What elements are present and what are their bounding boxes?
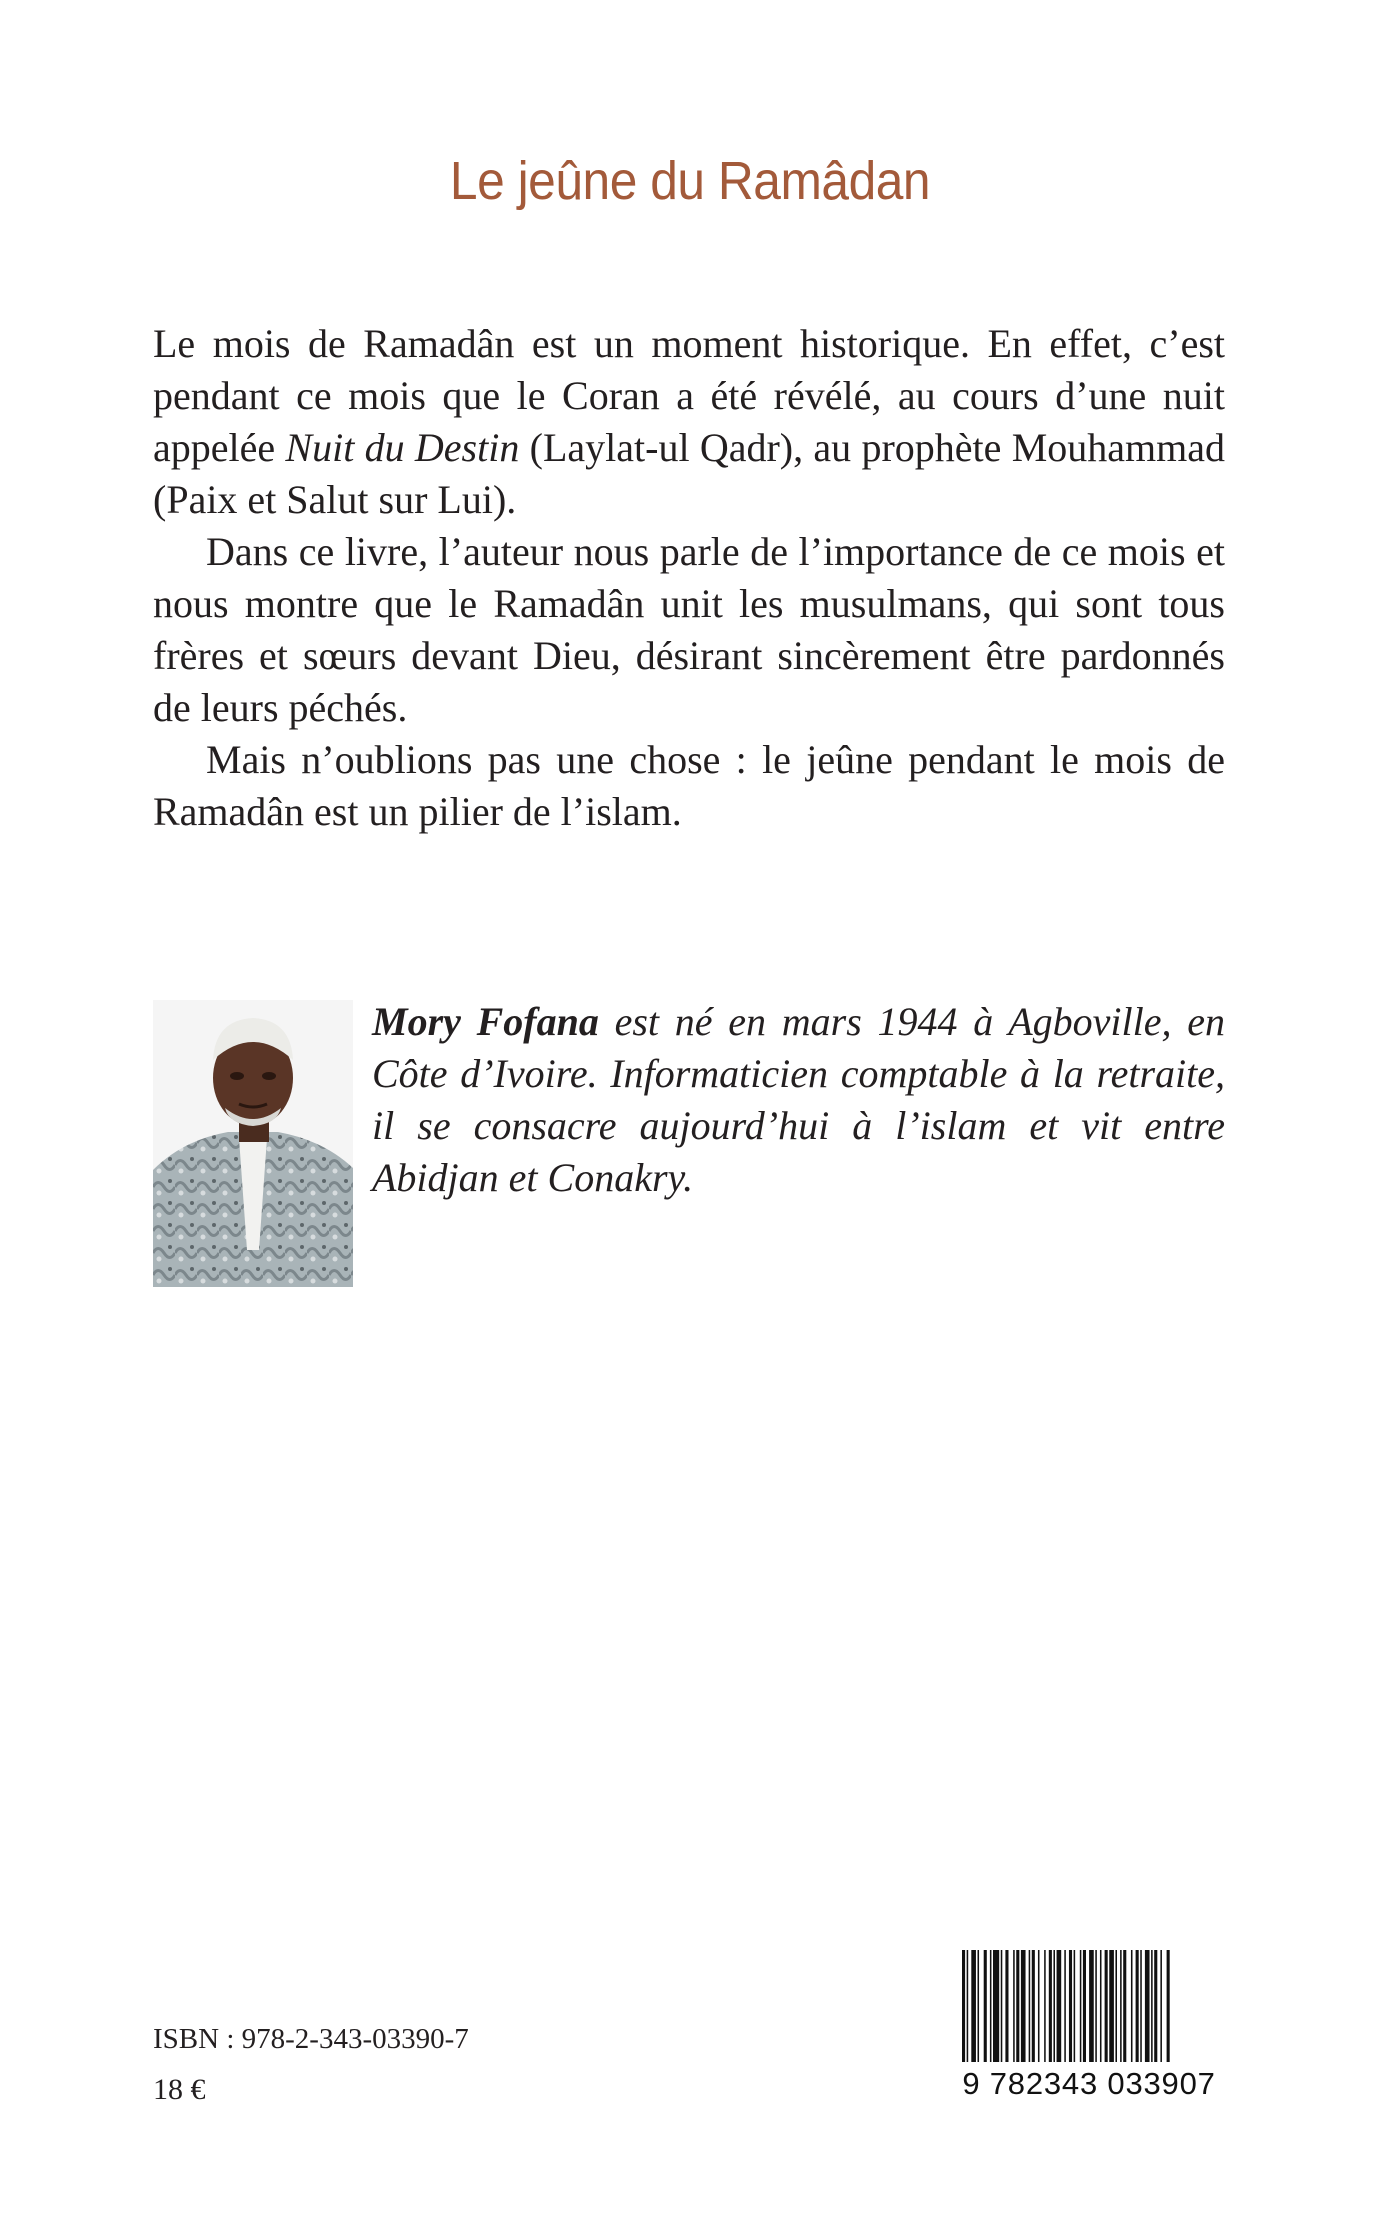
barcode-bar (1154, 1950, 1157, 2062)
barcode-bar (1038, 1950, 1040, 2062)
barcode-bar (1131, 1950, 1133, 2062)
barcode-bar (1167, 1950, 1170, 2062)
barcode-bar (1057, 1950, 1062, 2062)
blurb-paragraph-3: Mais n’oublions pas une chose : le jeûne pendant le mois de Ramadân est un pilier de l’islam. (153, 737, 1225, 834)
barcode-bar (1083, 1950, 1086, 2062)
barcode-bar (1053, 1950, 1055, 2062)
barcode-bar (1120, 1950, 1122, 2062)
book-title: Le jeûne du Ramâdan (449, 151, 931, 211)
barcode-bar (1151, 1950, 1153, 2062)
author-name: Mory Fofana (372, 999, 599, 1044)
barcode-bars (958, 1950, 1220, 2066)
barcode-bar (1095, 1950, 1097, 2062)
barcode-bar (993, 1950, 999, 2062)
barcode-bar (1069, 1950, 1072, 2062)
barcode-bar (1064, 1950, 1066, 2062)
barcode-bar (1074, 1950, 1076, 2062)
barcode-bar (1029, 1950, 1031, 2062)
barcode-bar (1100, 1950, 1102, 2062)
author-bio (372, 996, 1225, 1204)
barcode-bar (971, 1950, 976, 2062)
barcode (958, 1950, 1220, 2106)
barcode-bar (967, 1950, 969, 2062)
barcode-bar (1080, 1950, 1082, 2062)
isbn-label: ISBN : 978-2-343-03390-7 (153, 2023, 469, 2055)
barcode-bar (1160, 1950, 1162, 2062)
barcode-bar (1013, 1950, 1015, 2062)
barcode-bar (978, 1950, 980, 2062)
price-label: 18 € (153, 2073, 206, 2106)
author-bio-text: est né en mars 1944 à Agboville, en Côte d’Ivoire. Informaticien comptable à la retraite, il se consacre aujourd’hui à l’islam et vit entre Abidjan et Conakry. (372, 999, 1225, 1200)
barcode-bar (1044, 1950, 1046, 2062)
back-cover-blurb (153, 318, 1225, 838)
barcode-bar (1115, 1950, 1117, 2062)
barcode-bar (1105, 1950, 1108, 2062)
blurb-paragraph-2: Dans ce livre, l’auteur nous parle de l’importance de ce mois et nous montre que le Ramadân unit les musulmans, qui sont tous frères et sœurs devant Dieu, désirant sincèrement être pardonnés de leurs péchés. (153, 529, 1225, 730)
barcode-bar (1123, 1950, 1126, 2062)
barcode-bar (962, 1950, 965, 2062)
barcode-digits: 9 782343 033907 (962, 2066, 1216, 2101)
barcode-bar (1136, 1950, 1139, 2062)
author-photo (153, 1000, 353, 1287)
barcode-bar (1145, 1950, 1150, 2062)
blurb-p1-italic: Nuit du Destin (285, 425, 520, 470)
barcode-bar (1016, 1950, 1019, 2062)
blurb-p1-text-b: (Laylat-ul Qadr), au prophète Mouhammad (Paix et Salut sur Lui). (153, 425, 1225, 522)
barcode-bar (984, 1950, 987, 2062)
barcode-bar (1049, 1950, 1052, 2062)
blurb-p1-text-a: Le mois de Ramadân est un moment historique. En effet, c’est pendant ce mois que le Coran a été révélé, au cours d’une nuit appelée (153, 321, 1225, 470)
blurb-paragraph-1 (153, 318, 1225, 526)
barcode-bar (990, 1950, 992, 2062)
barcode-bar (1005, 1950, 1008, 2062)
barcode-bar (1140, 1950, 1142, 2062)
barcode-bar (1109, 1950, 1114, 2062)
barcode-bar (1001, 1950, 1003, 2062)
barcode-bar (1089, 1950, 1094, 2062)
barcode-bar (1021, 1950, 1026, 2062)
barcode-bar (1032, 1950, 1035, 2062)
